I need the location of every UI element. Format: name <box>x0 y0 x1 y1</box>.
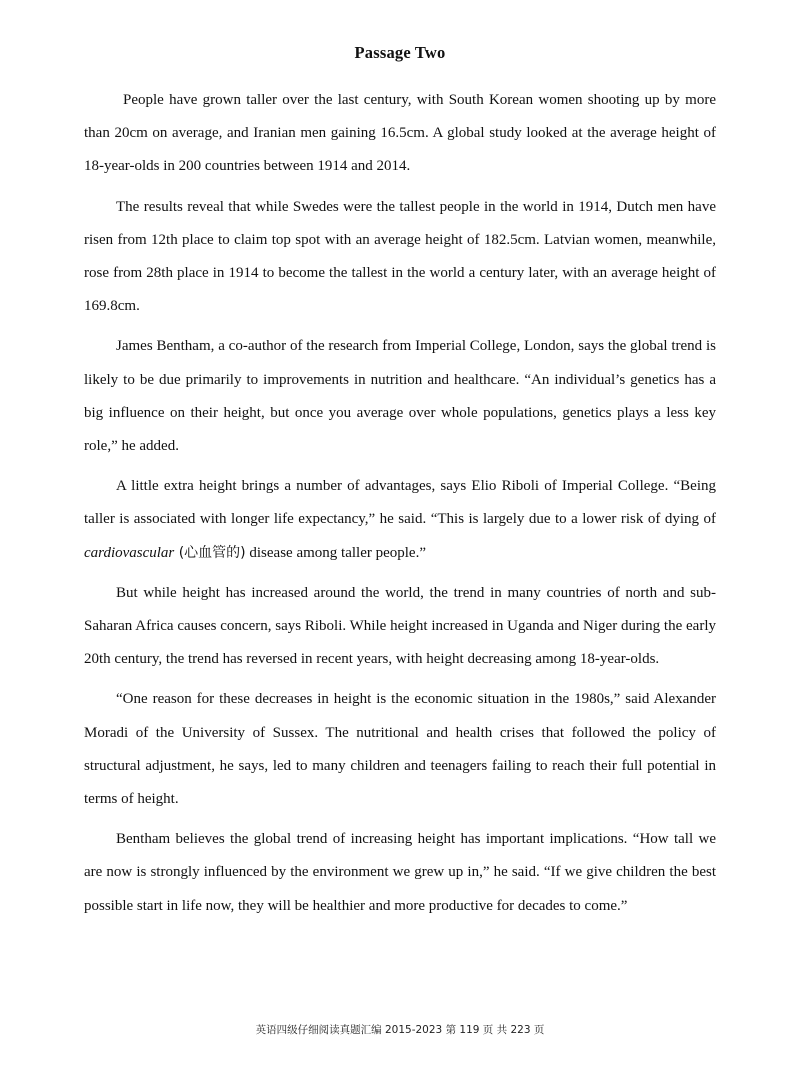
paragraph-4-text-start: A little extra height brings a number of advantages, says Elio Riboli of Imperial College. “Being taller is associated with longer life expectancy,” he said. “This is largely due to a lower risk of dying of <box>84 478 716 528</box>
chinese-gloss: (心血管的) <box>174 544 246 561</box>
paragraph-4-text-end: disease among taller people.” <box>245 544 426 561</box>
page-footer: 英语四级仔细阅读真题汇编 2015-2023 第 119 页 共 223 页 <box>255 1024 545 1036</box>
paragraph-7: Bentham believes the global trend of increasing height has important implications. “How tall we are now is strongly influenced by the environment we grew up in,” he said. “If we give children the best possible start in life now, they will be healthier and more productive for decades to come.” <box>84 831 716 914</box>
paragraph-1: People have grown taller over the last century, with South Korean women shooting up by more than 20cm on average, and Iranian men gaining 16.5cm. A global study looked at the average height of 18-year-olds in 200 countries between 1914 and 2014. <box>84 92 716 175</box>
passage-title: Passage Two <box>354 43 446 62</box>
paragraph-4 <box>84 470 716 570</box>
paragraph-3: James Bentham, a co-author of the research from Imperial College, London, says the global trend is likely to be due primarily to improvements in nutrition and healthcare. “An individual’s genetics has a big influence on their height, but once you average over whole populations, genetics plays a less key role,” he added. <box>84 338 716 455</box>
paragraph-2: The results reveal that while Swedes were the tallest people in the world in 1914, Dutch men have risen from 12th place to claim top spot with an average height of 182.5cm. Latvian women, meanwhile, rose from 28th place in 1914 to become the tallest in the world a century later, with an average height of 169.8cm. <box>84 198 716 315</box>
paragraph-6: “One reason for these decreases in height is the economic situation in the 1980s,” said Alexander Moradi of the University of Sussex. The nutritional and health crises that followed the policy of structural adjustment, he says, led to many children and teenagers failing to reach their full potential in terms of height. <box>84 691 716 808</box>
passage-body <box>84 84 716 930</box>
italic-term: cardiovascular <box>84 544 175 561</box>
paragraph-5: But while height has increased around the world, the trend in many countries of north and sub-Saharan Africa causes concern, says Riboli. While height increased in Uganda and Niger during the early 20th century, the trend has reversed in recent years, with height decreasing among 18-year-olds. <box>84 584 716 668</box>
